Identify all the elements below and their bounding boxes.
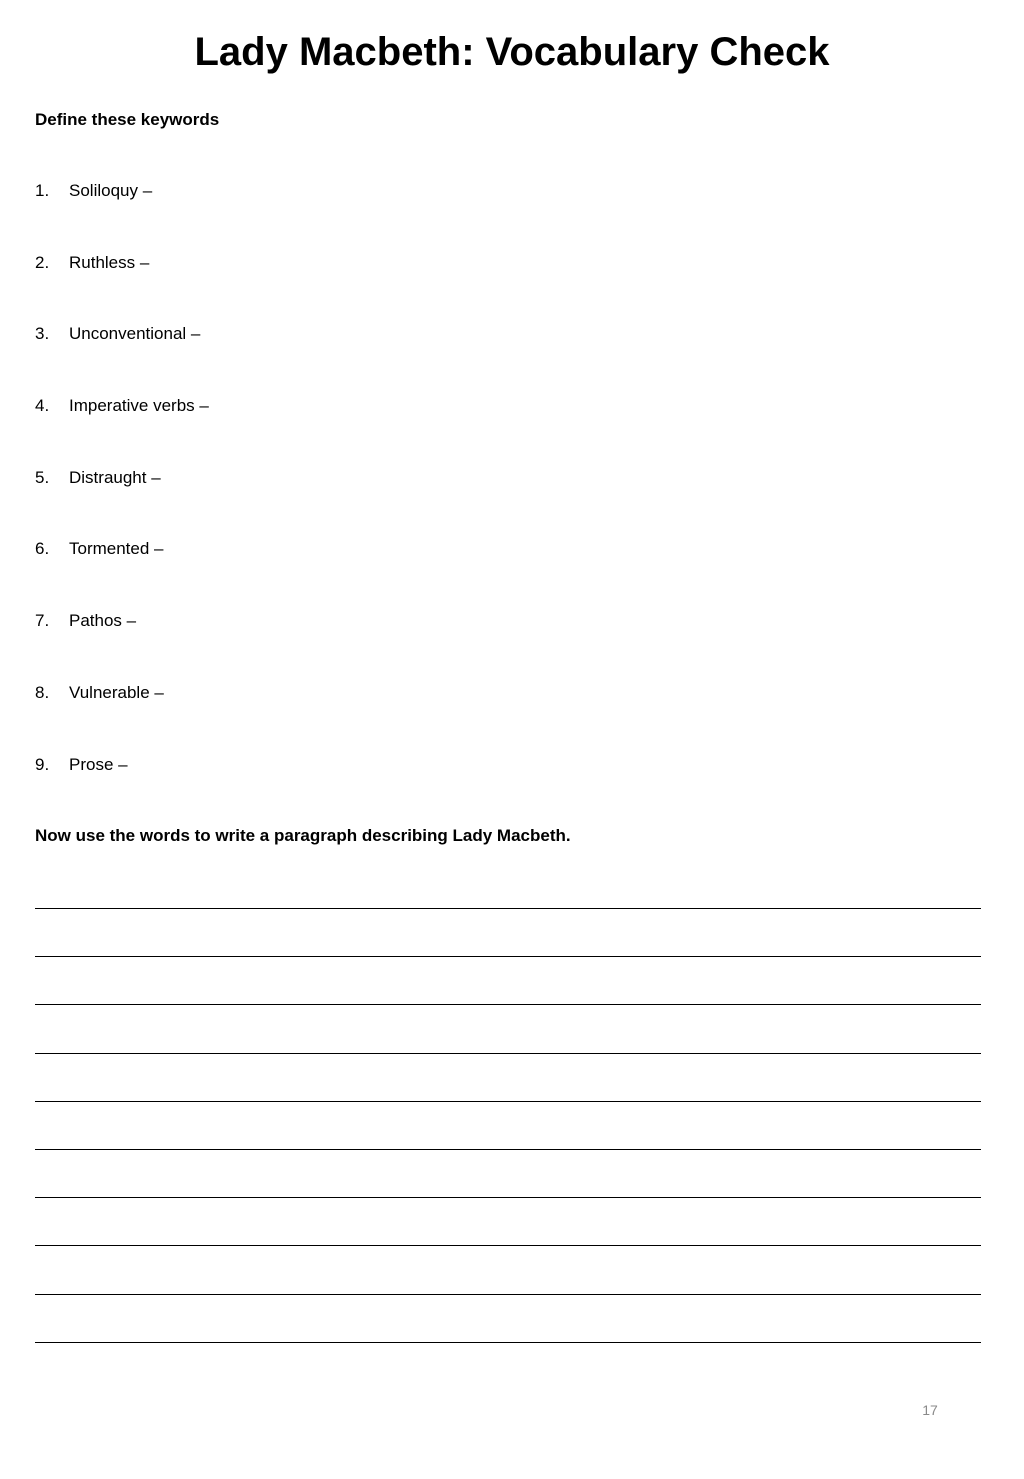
answer-line[interactable]: [35, 1004, 981, 1005]
keyword-number: 4.: [35, 396, 50, 416]
keyword-number: 6.: [35, 539, 50, 559]
answer-line[interactable]: [35, 908, 981, 909]
keyword-item-soliloquy: [35, 180, 209, 252]
answer-line[interactable]: [35, 1294, 981, 1295]
answer-line[interactable]: [35, 1197, 981, 1198]
keyword-number: 8.: [35, 682, 50, 702]
keyword-item-prose: [35, 754, 209, 826]
keyword-text: Soliloquy –: [69, 181, 153, 200]
keyword-item-ruthless: [35, 252, 209, 324]
answer-line[interactable]: [35, 956, 981, 957]
page-title: Lady Macbeth: Vocabulary Check: [194, 30, 830, 74]
keyword-text: Vulnerable –: [69, 682, 164, 702]
keyword-number: 5.: [35, 467, 50, 487]
keyword-number: 1.: [35, 181, 50, 200]
keyword-number: 3.: [35, 324, 50, 344]
keyword-number: 9.: [35, 754, 50, 774]
answer-line[interactable]: [35, 1245, 981, 1246]
keyword-item-unconventional: [35, 323, 209, 395]
keyword-text: Prose –: [69, 754, 128, 774]
keyword-text: Pathos –: [69, 611, 137, 631]
answer-line[interactable]: [35, 1149, 981, 1150]
keyword-item-vulnerable: [35, 682, 209, 754]
keyword-item-tormented: [35, 538, 209, 610]
keyword-item-pathos: [35, 610, 209, 682]
keyword-text: Imperative verbs –: [69, 396, 209, 416]
keyword-text: Distraught –: [69, 467, 161, 487]
answer-line[interactable]: [35, 1053, 981, 1054]
keyword-text: Unconventional –: [69, 324, 201, 344]
define-instruction: Define these keywords: [35, 110, 220, 129]
answer-line[interactable]: [35, 1101, 981, 1102]
answer-line[interactable]: [35, 1342, 981, 1343]
keyword-item-imperative-verbs: [35, 395, 209, 467]
keyword-text: Tormented –: [69, 539, 164, 559]
keyword-text: Ruthless –: [69, 252, 150, 272]
keyword-list: [35, 180, 209, 825]
keyword-item-distraught: [35, 467, 209, 539]
paragraph-instruction: Now use the words to write a paragraph describing Lady Macbeth.: [35, 826, 571, 845]
keyword-number: 2.: [35, 252, 50, 272]
page-number: 17: [922, 1402, 938, 1418]
keyword-number: 7.: [35, 611, 50, 631]
